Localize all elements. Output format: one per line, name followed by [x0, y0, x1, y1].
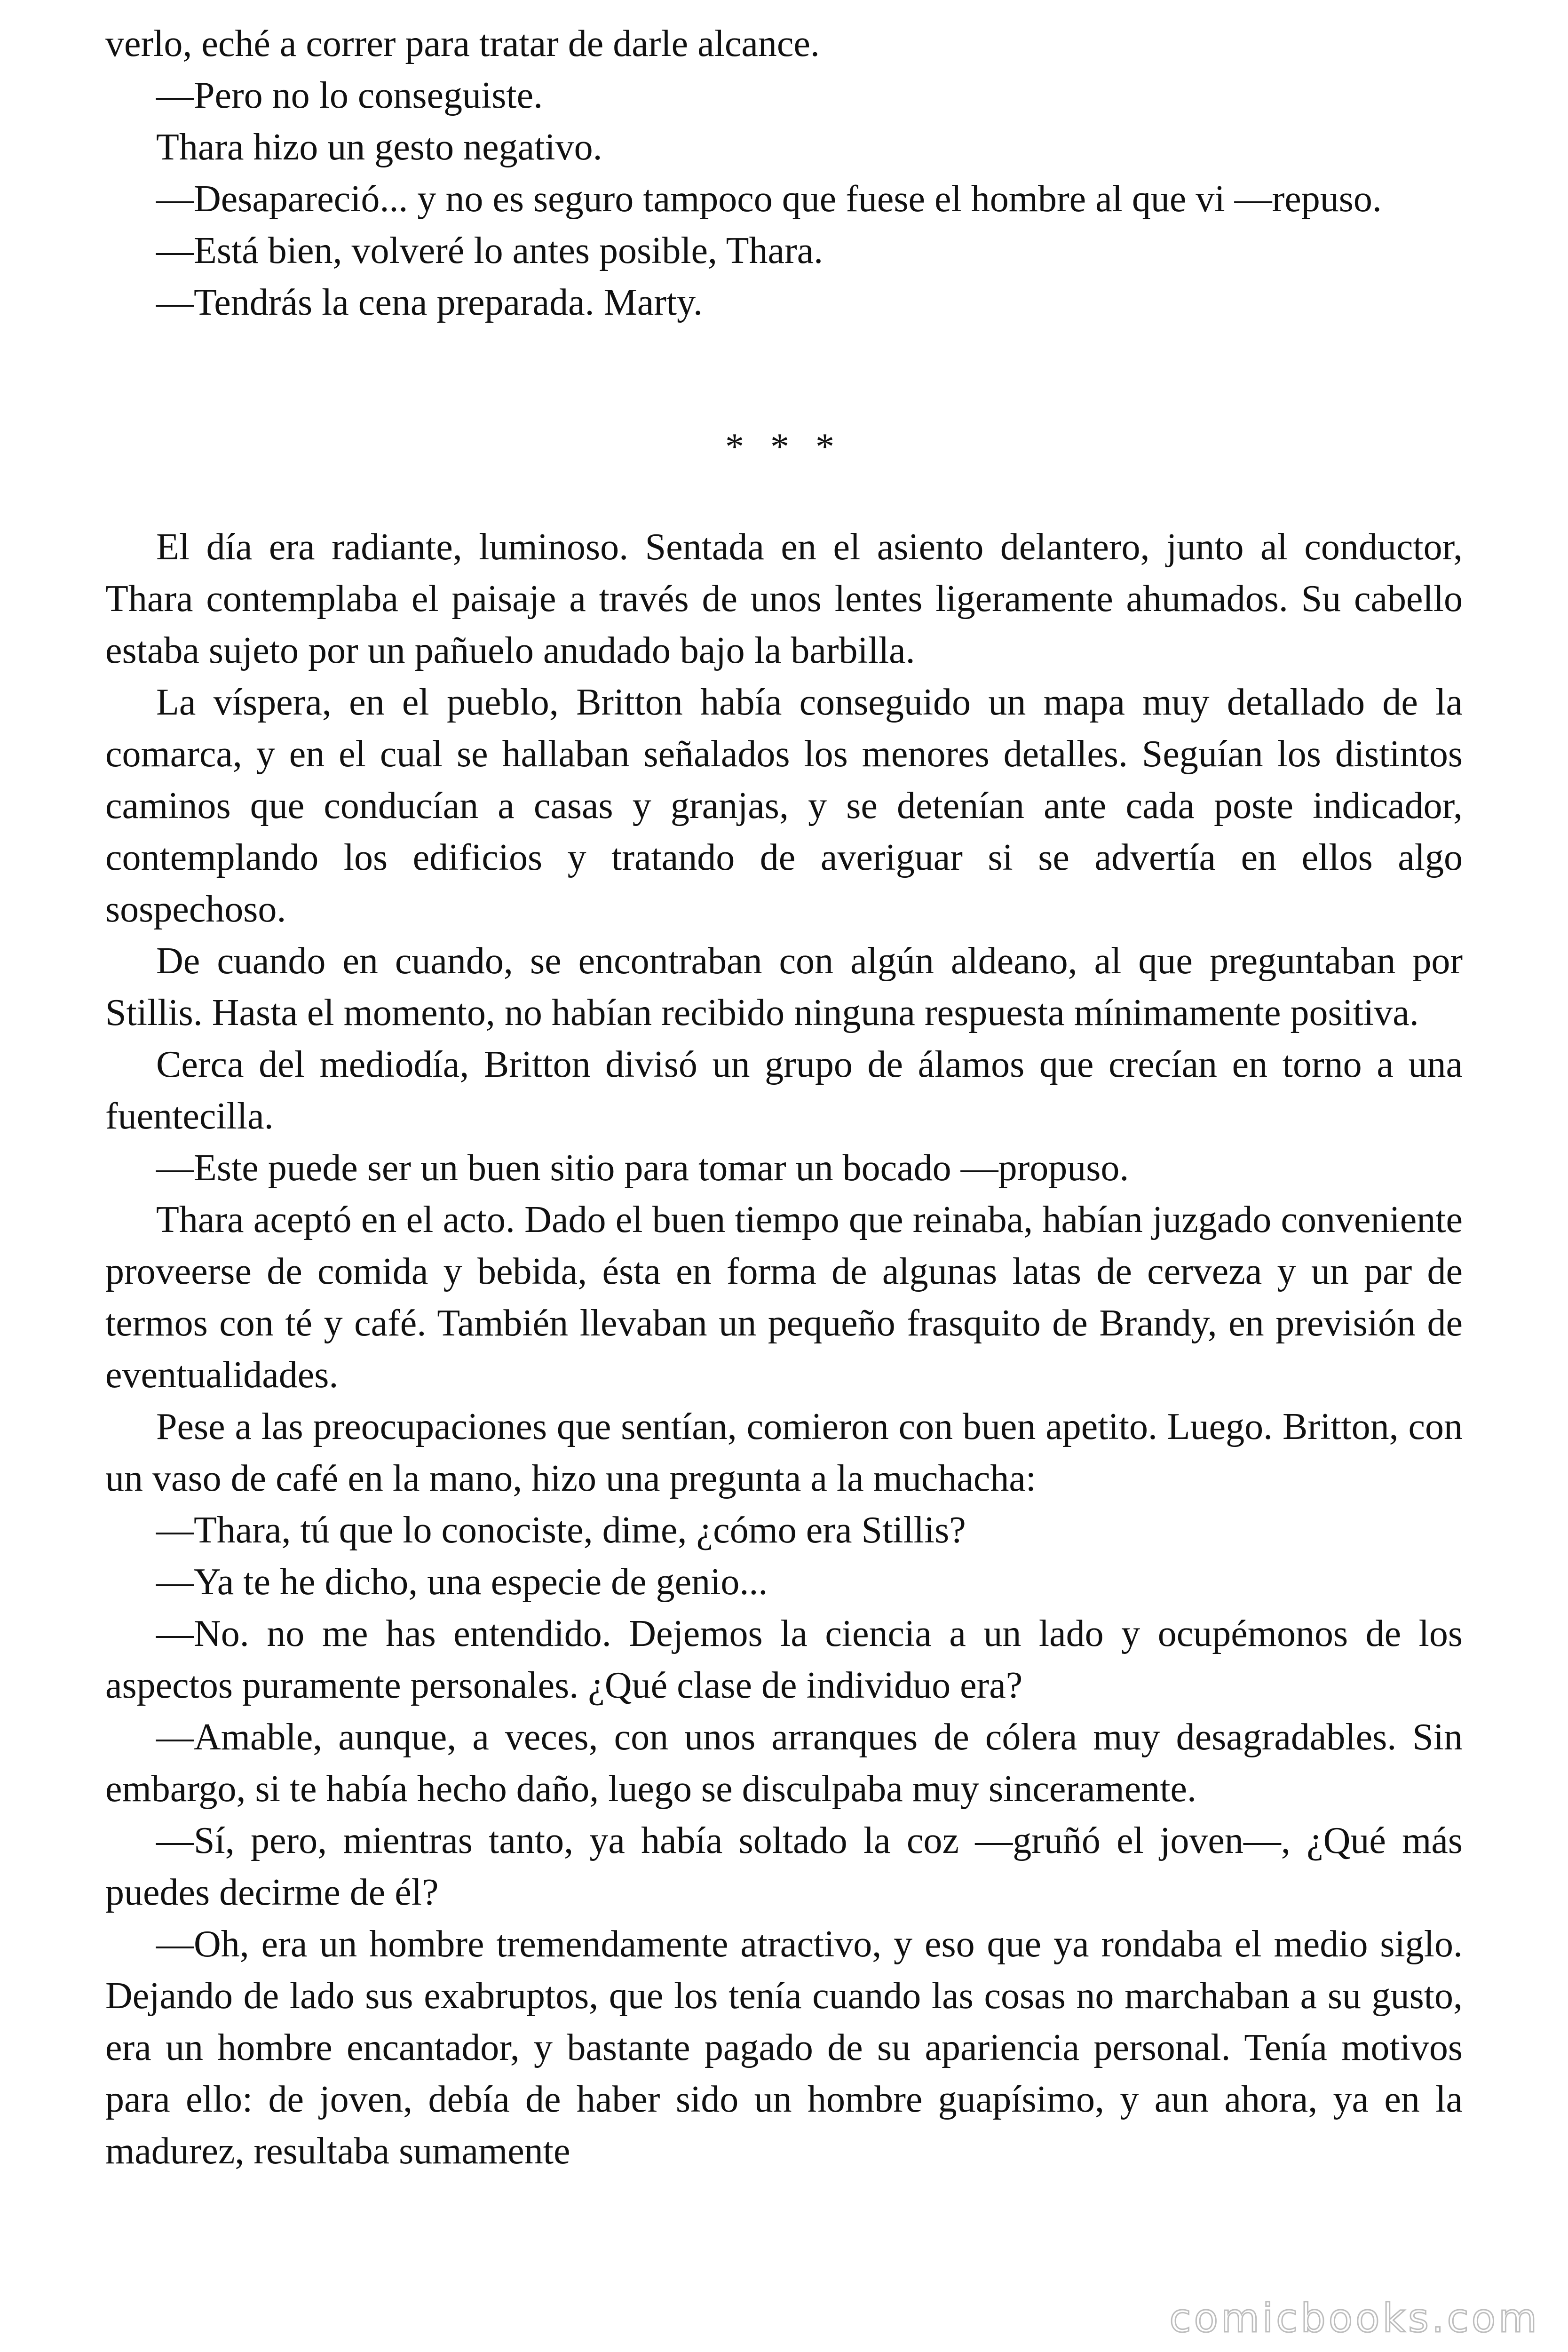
paragraph: Cerca del mediodía, Britton divisó un grupo de álamos que crecían en torno a una fuentecilla.: [105, 1044, 1463, 1137]
dialogue-line: —Este puede ser un buen sitio para tomar un bocado —propuso.: [156, 1147, 1129, 1189]
dialogue-line: —Ya te he dicho, una especie de genio...: [156, 1561, 768, 1603]
dialogue-line: —Thara, tú que lo conociste, dime, ¿cómo era Stillis?: [156, 1510, 966, 1551]
paragraph: El día era radiante, luminoso. Sentada en el asiento delantero, junto al conductor, Thara contemplaba el paisaje a través de unos lentes ligeramente ahumados. Su cabello estaba sujeto por un pañuelo anudado bajo la barbilla.: [105, 526, 1463, 671]
dialogue-line: —Amable, aunque, a veces, con unos arranques de cólera muy desagradables. Sin embargo, si te había hecho daño, luego se disculpaba muy sinceramente.: [105, 1716, 1463, 1810]
section-separator: * * *: [725, 426, 843, 468]
paragraph: De cuando en cuando, se encontraban con algún aldeano, al que preguntaban por Stillis. Hasta el momento, no habían recibido ninguna respuesta mínimamente positiva.: [105, 940, 1463, 1033]
dialogue-line: —Desapareció... y no es seguro tampoco que fuese el hombre al que vi —repuso.: [156, 178, 1382, 220]
top-text-block: [105, 18, 1463, 328]
watermark: comicbooks.com: [1169, 2295, 1540, 2341]
dialogue-line: —Está bien, volveré lo antes posible, Thara.: [156, 230, 824, 271]
dialogue-line: —Pero no lo conseguiste.: [156, 75, 543, 116]
dialogue-line: —No. no me has entendido. Dejemos la ciencia a un lado y ocupémonos de los aspectos puramente personales. ¿Qué clase de individuo era?: [105, 1613, 1463, 1706]
paragraph: Pese a las preocupaciones que sentían, comieron con buen apetito. Luego. Britton, con un vaso de café en la mano, hizo una pregunta a la muchacha:: [105, 1406, 1463, 1499]
dialogue-line: —Tendrás la cena preparada. Marty.: [156, 282, 703, 323]
dialogue-line: —Oh, era un hombre tremendamente atractivo, y eso que ya rondaba el medio siglo. Dejando de lado sus exabruptos, que los tenía cuando las cosas no marchaban a su gusto, era un hombre encantador, y bastante pagado de su apariencia personal. Tenía motivos para ello: de joven, debía de haber sido un hombre guapísimo, y aun ahora, ya en la madurez, resultaba sumamente: [105, 1923, 1463, 2172]
paragraph: Thara aceptó en el acto. Dado el buen tiempo que reinaba, habían juzgado conveniente proveerse de comida y bebida, ésta en forma de algunas latas de cerveza y un par de termos con té y café. También llevaban un pequeño frasquito de Brandy, en previsión de eventualidades.: [105, 1199, 1463, 1396]
paragraph: Thara hizo un gesto negativo.: [156, 127, 602, 168]
dialogue-line: —Sí, pero, mientras tanto, ya había soltado la coz —gruñó el joven—, ¿Qué más puedes decirme de él?: [105, 1820, 1463, 1913]
main-text-block: [105, 521, 1463, 2177]
paragraph: verlo, eché a correr para tratar de darle alcance.: [105, 23, 820, 64]
paragraph: La víspera, en el pueblo, Britton había conseguido un mapa muy detallado de la comarca, y en el cual se hallaban señalados los menores detalles. Seguían los distintos caminos que conducían a casas y granjas, y se detenían ante cada poste indicador, contemplando los edificios y tratando de averiguar si se advertía en ellos algo sospechoso.: [105, 682, 1463, 930]
